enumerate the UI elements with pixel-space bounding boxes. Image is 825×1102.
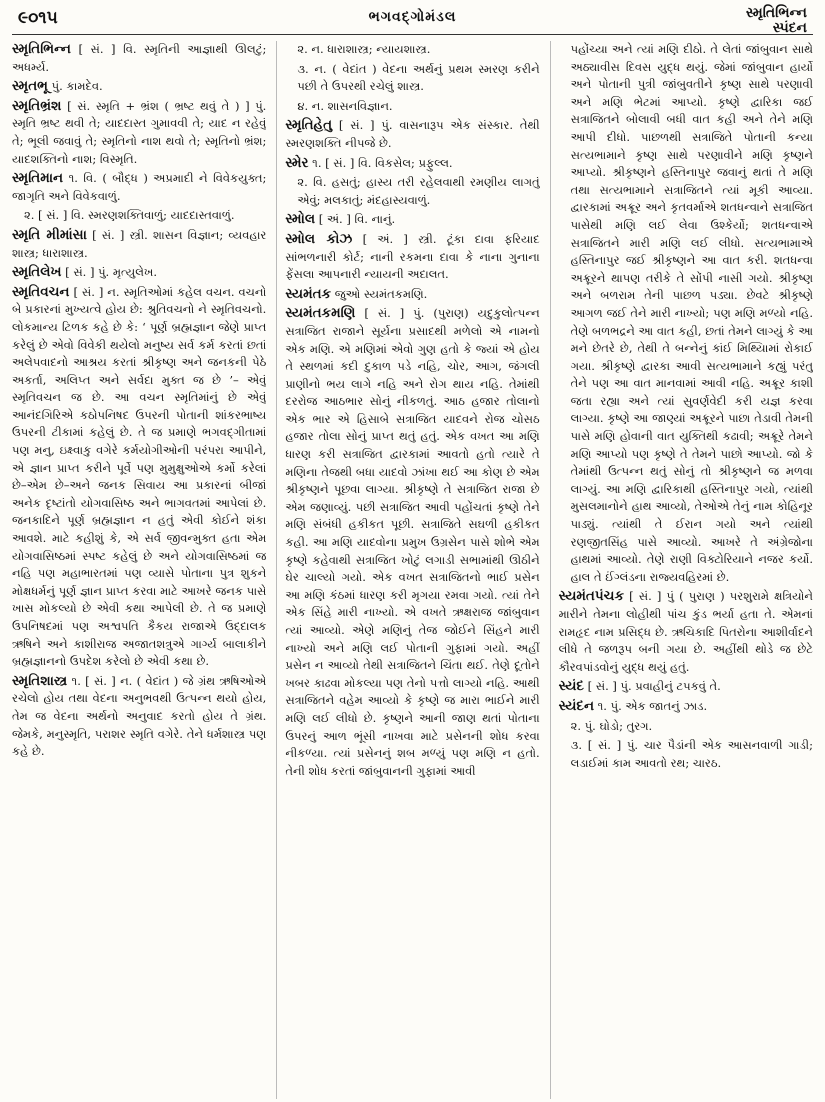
definition-text: પહોંચ્યા અને ત્યાં મણિ દીઠો. તે લેતાં જાંબુવાન સાથે અઠ્યાવીસ દિવસ યુદ્ધ થયું. જેમાં જાંબુવાન હાર્યો અને પોતાની પુત્રી જાંબુવતીને કૃષ્ણ સાથે પરણાવી અને મણિ ભેટમાં આપ્યો. કૃષ્ણે દ્વારિકા જઈ સત્રાજિતને બોલાવી બધી વાત કહી અને તેને મણિ આપી દીધો. પાછળથી સત્રાજિતે પોતાની કન્યા સત્યભામાને કૃષ્ણ સાથે પરણાવીને મણિ કૃષ્ણને આપ્યો. શ્રીકૃષ્ણને હસ્તિનાપુર જવાનું થતાં તે મણિ તથા સત્યભામાને સત્રાજિતને ત્યાં મૂકી આવ્યા. દ્વારકામાં અક્રૂર અને કૃતવર્માએ શતધન્વાને સત્રાજિત પાસેથી મણિ લઈ લેવા ઉશ્કેર્યો; શતધન્વાએ સત્રાજિતને મારી મણિ લઈ લીધો. સત્યભામાએ હસ્તિનાપુર જઈ શ્રીકૃષ્ણને આ વાત કરી. શતધન્વા અક્રૂરને થાપણ તરીકે તે સોંપી નાસી ગયો. શ્રીકૃષ્ણ અને બળરામ તેની પાછળ પડ્યા. છેવટે શ્રીકૃષ્ણે આગળ જઈ તેને મારી નાખ્યો; પણ મણિ મળ્યો નહિ. તેણે બળભદ્રને આ વાત કહી, છતાં તેમને લાગ્યું કે આ મને છેતરે છે, તેથી તે બન્નેનું કાંઈ મિથ્યિામાં રોકાઈ ગયા. શ્રીકૃષ્ણે દ્વારકા આવી સત્યભામાને કહ્યું પરંતુ તેને પણ આ વાત માનવામાં આવી નહિ. અક્રૂર કાશી જતા રહ્યા અને ત્યાં સુવર્ણવેદી કરી યજ્ઞ કરવા લાગ્યા. કૃષ્ણે આ જાણ્યાં અક્રૂરને પાછા તેડાવી તેમની પાસે મણિ હોવાની વાત યુક્તિથી કઢાવી; અક્રૂરે તેમને મણિ આપ્યો પણ કૃષ્ણે તે તેમને પાછો આપ્યો. જો કે તેમાંથી ઉત્પન્ન થતું સોનું તો શ્રીકૃષ્ણને જ મળવા લાગ્યું. આ મણિ દ્વારિકાથી હસ્તિનાપુર ગયો, ત્યાંથી મુસલમાનોને હાથ આવ્યો, તેઓએ તેનું નામ કોહિનૂર પાડ્યું. ત્યાંથી તે ઈરાન ગયો અને ત્યાંથી રણજીતસિંહ પાસે આવ્યો. આખરે તે અંગ્રેજોના હાથમાં આવ્યો. તેણે રાણી વિક્ટોરિયાને નજર કર્યો. હાલ તે ઈંગ્લંડના રાજ્યવહિરમાં છે. (570, 42, 813, 584)
definition-text: [ સં. ] પું. પ્રવાહીનું ટપકવું તે. (583, 679, 721, 694)
definition-text: [ સં. ] પું. મૃત્યુલેખ. (61, 265, 158, 280)
dictionary-entry (12, 78, 266, 96)
dictionary-entry (12, 98, 266, 168)
dictionary-entry (285, 231, 539, 284)
definition-text: ૨. ન. ધારાશાસ્ત્ર; ન્યાયશાસ્ત્ર. (297, 42, 431, 56)
dictionary-entry (12, 207, 266, 225)
headword: સ્મોલ કોઝ (285, 230, 353, 247)
headword: સ્યમંતપંચક (558, 588, 624, 605)
dictionary-entry (285, 211, 539, 229)
page-number: ૯૦૧૫ (18, 8, 58, 28)
dictionary-entry (12, 673, 266, 761)
headword: સ્મૃતિભિન્ન (12, 41, 71, 57)
dictionary-entry (285, 286, 539, 304)
definition-text: [ સં. ] સ્ત્રી. શાસન વિજ્ઞાન; વ્યવહાર શાસ્ત્ર; ધારાશાસ્ત્ર. (12, 227, 267, 260)
dictionary-entry (559, 698, 813, 716)
definition-text: જુઓ સ્યમંતકમણિ. (331, 286, 428, 301)
definition-text: ૨. વિ. હસતું; હાસ્ય તરી રહેલવાથી રમણીય લાગતું એવું; મલકાતું; મંદહાસ્યવાળું. (297, 175, 540, 207)
dictionary-entry (285, 61, 539, 96)
headword: સ્યમંતકમણિ (285, 305, 356, 322)
headword: સ્મેર (285, 154, 309, 171)
dictionary-entry (559, 678, 813, 696)
definition-text: [ અં. ] વિ. નાનું. (315, 212, 396, 227)
definition-text: ૩. ન. ( વેદાંત ) વેદના અર્થનું પ્રથમ સ્મરણ કરીને પછી તે ઉપરથી રચેલું શાસ્ત્ર. (297, 61, 540, 94)
dictionary-entry (12, 41, 266, 76)
definition-text: ૨. પું. ઘોડો; તુરગ. (570, 718, 653, 733)
dictionary-entry (12, 170, 266, 205)
dictionary-entry (285, 174, 539, 209)
definition-text: [ સં. ] પું. વાસનારૂપ એક સંસ્કાર. તેથી સ્મરણશક્તિ નીપજે છે. (285, 118, 540, 150)
headword: સ્યમંતક (285, 285, 332, 302)
definition-text: ૧. [ સં. ] વિ. વિકસેલ; પ્રફુલ્લ. (308, 155, 453, 170)
column-2 (276, 41, 539, 1099)
dictionary-entry (559, 737, 813, 772)
headword: સ્મૃતિશાસ્ત્ર (12, 672, 68, 689)
dictionary-entry (559, 41, 813, 586)
dictionary-entry (285, 41, 539, 59)
dictionary-entry (12, 264, 266, 282)
dictionary-entry (285, 155, 539, 173)
headword: સ્મૃતિમાન (12, 170, 64, 187)
dictionary-entry (285, 305, 539, 780)
page-title: ભગવદ્ગોમંડલ (368, 9, 457, 25)
page-header (12, 6, 813, 35)
definition-text: ૪. ન. શાસનવિજ્ઞાન. (297, 98, 393, 113)
definition-text: પું. કામદેવ. (47, 79, 103, 94)
definition-text: [ સં. ] ન. સ્મૃતિઓમાં કહેલ વચન. વચનો બે પ્રકારનાં મુખ્યત્વે હોય છે: શ્રુતિવચનો ને સ્મૃતિવચનો. લોકમાન્ય ટિળક કહે છે કે: ‘ પૂર્ણ બ્રહ્મજ્ઞાન જેણે પ્રાપ્ત કરેલું છે એવો વિવેકી થયેલો મનુષ્ય સર્વ કર્મ કરતાં છતાં અલેપવાદનો આશ્રય કરતાં શ્રીકૃષ્ણ અને જનકની પેઠે અકર્તા, અલિપ્ત અને સર્વદા મુક્ત જ છે ’– એવું સ્મૃતિવચન જ છે. આ વચન સ્મૃતિમાંનું છે એવું આનંદગિરિએ કઠોપનિષદ ઉપરની પોતાની શાંકરભાષ્ય ઉપરની ટીકામાં કહેલું છે. તે જ પ્રમાણે ભગવદ્ગીતામાં પણ મનુ, ઇક્ષ્વાકુ વગેરે કર્મયોગીઓની પરંપરા આપીને, એ જ્ઞાન પ્રાપ્ત કરીને પૂર્વે પણ મુમુક્ષુઓએ કર્મો કરેલાં છે–એમ છે–અને જનક સિવાય આ પ્રકારનાં બીજાં અનેક દૃષ્ટાંતો યોગવાસિષ્ઠ અને ભાગવતમાં આપેલાં છે. જનકાદિને પૂર્ણ બ્રહ્મજ્ઞાન ન હતું એવી કોઈને શંકા આવશે. માટે કહીશું કે, એ સર્વ જીવન્મુક્ત હતા એમ યોગવાસિષ્ઠમાં સ્પષ્ટ કહેલું છે અને યોગવાસિષ્ઠમાં જ નહિ પણ મહાભારતમાં પણ વ્યાસે પોતાના પુત્ર શુકને મોક્ષધર્મનું પૂર્ણ જ્ઞાન પ્રાપ્ત કરવા માટે આખરે જનક પાસે ખાસ મોકલ્યો છે એવી કથા આપેલી છે. તે જ પ્રમાણે ઉપનિષદમાં પણ અશ્વપતિ કૈકય રાજાએ ઉદ્દાલક ઋષિને અને કાશીરાજ અજાતશત્રુએ ગાર્ગ્ય બાલાકીને બ્રહ્મજ્ઞાનનો ઉપદેશ કરેલો છે એવી કથા છે. (12, 284, 267, 669)
guide-word-last: સ્પંદન (772, 20, 807, 36)
definition-text: ૩. [ સં. ] પું. ચાર પૈડાંની એક આસનવાળી ગાડી; લડાઈમાં કામ આવતો રથ; ચારઠ. (570, 738, 813, 770)
definition-text: [ અં. ] સ્ત્રી. ટૂંકા દાવા ફરિયાદ સાંભળનારી કોર્ટ; નાની રકમના દાવા કે નાના ગુનાના ફેંસલા આપનારી ન્યાયની અદાલત. (285, 231, 540, 282)
headword: સ્મૃતિહેતુ (285, 117, 333, 134)
headword: સ્મૃતિલેખ (12, 264, 62, 281)
definition-text: ૨. [ સં. ] વિ. સ્મરણશક્તિવાળું; યાદદાસ્તવાળું. (24, 208, 235, 223)
dictionary-entry (285, 117, 539, 152)
dictionary-entry (559, 718, 813, 736)
definition-text: [ સં. ] વિ. સ્મૃતિની આજ્ઞાથી ઊલટું; અધર્મ્ય. (12, 42, 267, 74)
headword: સ્યંદન (558, 697, 594, 714)
dictionary-entry (559, 588, 813, 676)
dictionary-entry (12, 227, 266, 262)
columns (12, 41, 813, 1099)
headword: સ્મૃતિ મીમાંસા (12, 226, 87, 243)
definition-text: ૧. [ સં. ] ન. ( વેદાંત ) જે ગ્રંથ ઋષિઓએ રચેલો હોય તથા વેદના અનુભવથી ઉત્પન્ન થયો હોય, તેમ જ વેદના અર્થનો અનુવાદ કરતો હોય તે ગ્રંથ. જેમકે, મનુસ્મૃતિ, પરાશર સ્મૃતિ વગેરે. તેને ધર્મશાસ્ત્ર પણ કહે છે. (12, 673, 267, 759)
definition-text: ૧. પું. એક જાતનું ઝાડ. (594, 698, 708, 713)
guide-words (746, 6, 807, 36)
headword: સ્મોલ (285, 211, 316, 228)
headword: સ્મૃતિભ્રંશ (12, 97, 62, 114)
definition-text: ૧. વિ. ( બૌદ્ધ ) અપ્રમાદી ને વિવેકયુક્ત; જાગૃતિ અને વિવેકવાળું. (12, 171, 267, 203)
headword: સ્મૃતિવચન (12, 283, 70, 300)
headword: સ્મૃતભૂ (12, 78, 48, 95)
definition-text: [ સં. ] પું. (પુરાણ) યદુકુલોત્પન્ન સત્રાજિત રાજાને સૂર્યના પ્રસાદથી મળેલો એ નામનો એક મણિ. એ મણિમાં એવો ગુણ હતો કે જ્યાં એ હોય તે સ્થળમાં કદી દુકાળ પડે નહિ, ચોર, આગ, જંગલી પ્રાણીનો ભય લાગે નહિ અને રોગ થાય નહિ. તેમાંથી દરરોજ આઠભાર સોનું નીકળતું. આઠ હજાર તોલાનો એક ભાર એ હિસાબે સત્રાજિત યાદવને રોજ ચોસઠ હજાર તોલા સોનું પ્રાપ્ત થતું હતું. એક વખત આ મણિ ધારણ કરી સત્રાજિત દ્વારકામાં આવતો હતો ત્યારે તે મણિના તેજથી બધા યાદવો ઝાંખા થઈ આ કોણ છે એમ શ્રીકૃષ્ણને પૂછવા લાગ્યા. શ્રીકૃષ્ણે તે સત્રાજિત રાજા છે એમ જણાવ્યું. પછી સત્રાજિત આવી પહોંચતાં કૃષ્ણે તેને મણિ સંબંધી હકીકત પૂછી. સત્રાજિતે સઘળી હકીકત કહી. આ મણિ યાદવોના પ્રમુખ ઉગ્રસેન પાસે શોભે એમ કૃષ્ણે કહેવાથી સત્રાજિત ખોટું લગાડી સભામાંથી ઊઠીને ઘેર ચાલ્યો ગયો. એક વખત સત્રાજિતનો ભાઈ પ્રસેન આ મણિ કંઠમાં ધારણ કરી મૃગયા રમવા ગયો. ત્યાં તેને એક સિંહે મારી નાખ્યો. એ વખતે ઋક્ષરાજ જાંબુવાન ત્યાં આવ્યો. એણે મણિનું તેજ જોઈને સિંહને મારી નાખ્યો અને મણિ લઈ પોતાની ગુફામાં ગયો. અહીં પ્રસેન ન આવ્યો તેથી સત્રાજિતને ચિંતા થઈ. તેણે દૂતોને ખબર કાઢવા મોકલ્યા પણ તેનો પત્તો લાગ્યો નહિ. આથી સત્રાજિતને વહેમ આવ્યો કે કૃષ્ણે જ મારા ભાઈને મારી મણિ લઈ લીધો છે. કૃષ્ણને આની જાણ થતાં પોતાના ઉપરનું આળ ભૂંસી નાખવા માટે પ્રસેનની શોધ કરવા નીકળ્યા. ત્યાં પ્રસેનનું શબ મળ્યું પણ મણિ ન હતો. તેની શોધ કરતાં જાંબુવાનની ગુફામાં આવી (285, 306, 540, 778)
definition-text: [ સં. સ્મૃતિ + ભ્રંશ ( ભ્રષ્ટ થવું તે ) ] પું. સ્મૃતિ ભ્રષ્ટ થવી તે; યાદદાસ્ત ગુમાવવી તે; યાદ ન રહેવું તે; ભૂલી જવાવું તે; સ્મૃતિનો નાશ થવો તે; સ્મૃતિનો ભ્રંશ; યાદશક્તિનો નાશ; વિસ્મૃતિ. (12, 98, 267, 166)
dictionary-entry (285, 98, 539, 116)
definition-text: [ સં. ] પું ( પુરાણ ) પરશુરામે ક્ષત્રિયોને મારીને તેમના લોહીથી પાંચ કુંડ ભર્યા હતા તે. એમનાં રામહૃદ નામ પ્રસિદ્ધ છે. ઋચિકાદિ પિતરોના આશીર્વાદને લીધે તે જળરૂપ બની ગયા છે. અહીંથી થોડે જ છેટે કૌરવપાંડવોનું યુદ્ધ થયું હતું. (558, 589, 813, 674)
guide-word-first: સ્મૃતિભિન્ન (745, 5, 807, 21)
dictionary-entry (12, 284, 266, 671)
column-1 (12, 41, 266, 1099)
headword: સ્યંદ (558, 678, 584, 695)
column-3 (550, 41, 813, 1099)
